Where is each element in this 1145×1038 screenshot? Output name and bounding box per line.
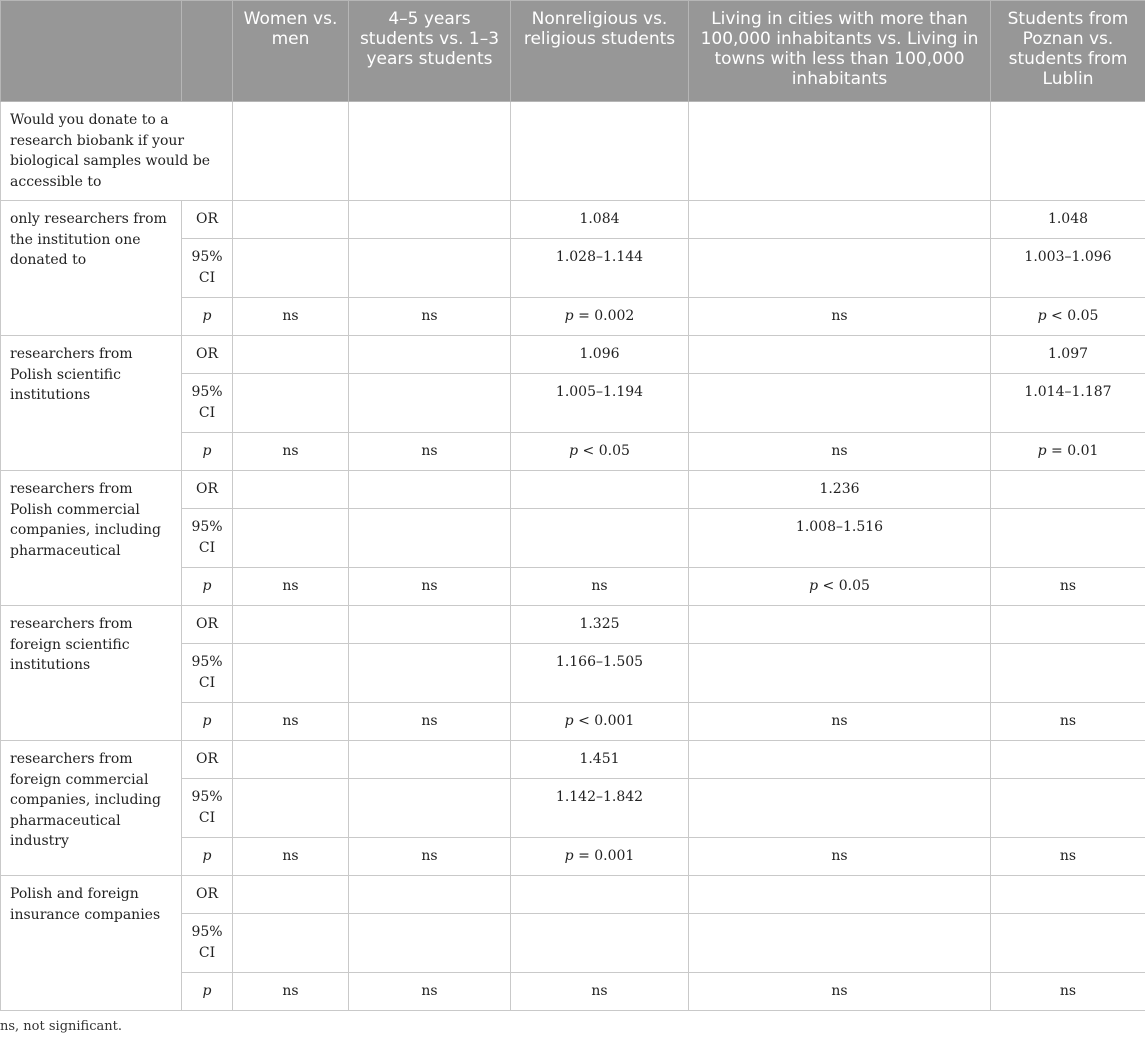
metric-label-p xyxy=(182,298,233,336)
header-religion: Nonreligious vs. religious students xyxy=(511,1,689,102)
metric-label-p xyxy=(182,973,233,1011)
cell-ci-women xyxy=(233,374,349,433)
cell-ci-religion: 1.166–1.505 xyxy=(511,644,689,703)
cell-ci-women xyxy=(233,644,349,703)
table-row xyxy=(1,741,1145,779)
cell-p-poznan: p < 0.05 xyxy=(991,298,1145,336)
metric-p-symbol: p xyxy=(202,578,212,594)
cell-or-years xyxy=(349,741,511,779)
metric-label-p xyxy=(182,838,233,876)
metric-label-ci: 95% CI xyxy=(182,914,233,973)
metric-p-symbol: p xyxy=(202,713,212,729)
cell-ci-years xyxy=(349,644,511,703)
table-row xyxy=(1,606,1145,644)
cell-or-years xyxy=(349,336,511,374)
question-row xyxy=(1,102,1145,201)
cell-or-poznan xyxy=(991,741,1145,779)
cell-p-poznan: p = 0.01 xyxy=(991,433,1145,471)
cell-ci-poznan xyxy=(991,779,1145,838)
metric-label-ci: 95% CI xyxy=(182,509,233,568)
row-group-label: researchers from Polish scientific institutions xyxy=(1,336,182,471)
table-row xyxy=(1,336,1145,374)
table-row xyxy=(1,876,1145,914)
cell-or-cities xyxy=(689,336,991,374)
cell-p-cities: ns xyxy=(689,433,991,471)
question-cell xyxy=(689,102,991,201)
cell-or-religion: 1.084 xyxy=(511,201,689,239)
row-group-label: researchers from foreign scientific institutions xyxy=(1,606,182,741)
cell-ci-years xyxy=(349,509,511,568)
metric-label-ci: 95% CI xyxy=(182,779,233,838)
cell-p-years: ns xyxy=(349,433,511,471)
cell-or-cities xyxy=(689,201,991,239)
cell-or-cities xyxy=(689,741,991,779)
cell-or-women xyxy=(233,336,349,374)
cell-or-cities xyxy=(689,876,991,914)
cell-or-cities: 1.236 xyxy=(689,471,991,509)
cell-or-years xyxy=(349,876,511,914)
cell-p-cities: ns xyxy=(689,298,991,336)
cell-ci-religion xyxy=(511,509,689,568)
cell-p-women: ns xyxy=(233,433,349,471)
cell-p-years: ns xyxy=(349,973,511,1011)
row-group-label: Polish and foreign insurance companies xyxy=(1,876,182,1011)
metric-label-or: OR xyxy=(182,336,233,374)
cell-ci-cities xyxy=(689,779,991,838)
cell-ci-poznan: 1.014–1.187 xyxy=(991,374,1145,433)
metric-label-ci: 95% CI xyxy=(182,239,233,298)
cell-or-women xyxy=(233,471,349,509)
header-years: 4–5 years students vs. 1–3 years students xyxy=(349,1,511,102)
cell-ci-poznan xyxy=(991,644,1145,703)
cell-p-religion: ns xyxy=(511,568,689,606)
metric-p-symbol: p xyxy=(202,443,212,459)
metric-p-symbol: p xyxy=(202,308,212,324)
cell-or-religion: 1.451 xyxy=(511,741,689,779)
cell-p-religion: p < 0.001 xyxy=(511,703,689,741)
cell-ci-cities xyxy=(689,914,991,973)
question-cell xyxy=(349,102,511,201)
cell-ci-religion xyxy=(511,914,689,973)
cell-ci-years xyxy=(349,374,511,433)
cell-p-religion: p < 0.05 xyxy=(511,433,689,471)
metric-label-or: OR xyxy=(182,201,233,239)
metric-label-or: OR xyxy=(182,741,233,779)
header-blank xyxy=(1,1,182,102)
metric-label-p xyxy=(182,433,233,471)
cell-ci-religion: 1.005–1.194 xyxy=(511,374,689,433)
header-women-vs-men: Women vs. men xyxy=(233,1,349,102)
header-row xyxy=(1,1,1145,102)
cell-or-religion: 1.096 xyxy=(511,336,689,374)
metric-label-or: OR xyxy=(182,876,233,914)
cell-p-religion: p = 0.001 xyxy=(511,838,689,876)
metric-label-ci: 95% CI xyxy=(182,644,233,703)
cell-p-poznan: ns xyxy=(991,568,1145,606)
cell-ci-years xyxy=(349,239,511,298)
cell-or-poznan: 1.097 xyxy=(991,336,1145,374)
cell-or-women xyxy=(233,201,349,239)
cell-ci-religion: 1.028–1.144 xyxy=(511,239,689,298)
row-group-label: researchers from foreign commercial companies, including pharmaceutical industry xyxy=(1,741,182,876)
cell-p-cities: p < 0.05 xyxy=(689,568,991,606)
cell-p-women: ns xyxy=(233,568,349,606)
cell-or-religion: 1.325 xyxy=(511,606,689,644)
cell-ci-cities xyxy=(689,644,991,703)
question-cell xyxy=(991,102,1145,201)
metric-label-ci: 95% CI xyxy=(182,374,233,433)
cell-or-poznan xyxy=(991,606,1145,644)
table-row xyxy=(1,471,1145,509)
cell-p-years: ns xyxy=(349,703,511,741)
cell-or-women xyxy=(233,741,349,779)
cell-ci-years xyxy=(349,914,511,973)
footnote: ns, not significant. xyxy=(0,1019,122,1034)
table-row xyxy=(1,201,1145,239)
cell-p-women: ns xyxy=(233,838,349,876)
cell-or-poznan xyxy=(991,471,1145,509)
cell-or-women xyxy=(233,606,349,644)
metric-label-p xyxy=(182,568,233,606)
cell-p-poznan: ns xyxy=(991,838,1145,876)
cell-p-years: ns xyxy=(349,838,511,876)
cell-or-women xyxy=(233,876,349,914)
cell-ci-cities: 1.008–1.516 xyxy=(689,509,991,568)
metric-p-symbol: p xyxy=(202,848,212,864)
cell-or-years xyxy=(349,606,511,644)
cell-p-cities: ns xyxy=(689,973,991,1011)
cell-p-poznan: ns xyxy=(991,703,1145,741)
metric-label-or: OR xyxy=(182,471,233,509)
cell-ci-religion: 1.142–1.842 xyxy=(511,779,689,838)
cell-or-years xyxy=(349,471,511,509)
cell-or-years xyxy=(349,201,511,239)
cell-ci-women xyxy=(233,239,349,298)
cell-p-poznan: ns xyxy=(991,973,1145,1011)
row-group-label: only researchers from the institution one donated to xyxy=(1,201,182,336)
cell-p-women: ns xyxy=(233,298,349,336)
cell-or-cities xyxy=(689,606,991,644)
header-poznan: Students from Poznan vs. students from Lublin xyxy=(991,1,1145,102)
header-blank-metric xyxy=(182,1,233,102)
cell-ci-cities xyxy=(689,374,991,433)
cell-p-cities: ns xyxy=(689,703,991,741)
question-text: Would you donate to a research biobank if your biological samples would be accessible to xyxy=(1,102,233,201)
cell-or-poznan: 1.048 xyxy=(991,201,1145,239)
cell-or-religion xyxy=(511,471,689,509)
cell-ci-years xyxy=(349,779,511,838)
cell-ci-poznan xyxy=(991,914,1145,973)
metric-label-p xyxy=(182,703,233,741)
cell-or-religion xyxy=(511,876,689,914)
cell-ci-women xyxy=(233,509,349,568)
question-cell xyxy=(233,102,349,201)
cell-p-women: ns xyxy=(233,973,349,1011)
metric-label-or: OR xyxy=(182,606,233,644)
cell-ci-poznan xyxy=(991,509,1145,568)
cell-ci-poznan: 1.003–1.096 xyxy=(991,239,1145,298)
cell-p-religion: p = 0.002 xyxy=(511,298,689,336)
header-cities: Living in cities with more than 100,000 inhabitants vs. Living in towns with less than 100,000 inhabitants xyxy=(689,1,991,102)
metric-p-symbol: p xyxy=(202,983,212,999)
cell-or-poznan xyxy=(991,876,1145,914)
row-group-label: researchers from Polish commercial companies, including pharmaceutical xyxy=(1,471,182,606)
cell-p-religion: ns xyxy=(511,973,689,1011)
cell-ci-cities xyxy=(689,239,991,298)
cell-p-cities: ns xyxy=(689,838,991,876)
cell-ci-women xyxy=(233,779,349,838)
cell-ci-women xyxy=(233,914,349,973)
cell-p-years: ns xyxy=(349,568,511,606)
cell-p-years: ns xyxy=(349,298,511,336)
cell-p-women: ns xyxy=(233,703,349,741)
question-cell xyxy=(511,102,689,201)
